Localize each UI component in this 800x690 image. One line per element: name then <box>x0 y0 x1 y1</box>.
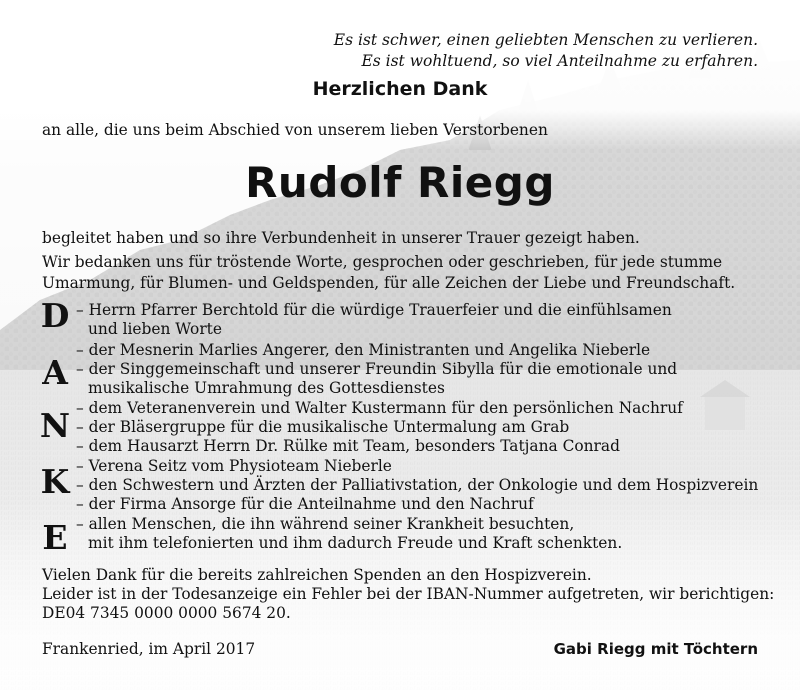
deceased-name: Rudolf Riegg <box>245 158 555 207</box>
closing-line-2: Leider ist in der Todesanzeige ein Fehler bei der IBAN-Nummer aufgetreten, wir berichtigen: <box>42 585 775 603</box>
body-line-3: Umarmung, für Blumen- und Geldspenden, für alle Zeichen der Liebe und Freundschaft. <box>42 274 736 292</box>
intro-text: an alle, die uns beim Abschied von unserem lieben Verstorbenen <box>42 121 548 139</box>
thanks-item: – allen Menschen, die ihn während seiner Krankheit besuchten, <box>76 515 575 533</box>
danke-letter-d: D <box>40 296 70 335</box>
thanks-item-continuation: mit ihm telefonierten und ihm dadurch Freude und Kraft schenkten. <box>88 534 623 552</box>
body-line-1: begleitet haben und so ihre Verbundenheit in unserer Trauer gezeigt haben. <box>42 229 640 247</box>
quote-line-1: Es ist schwer, einen geliebten Menschen zu verlieren. <box>333 31 758 49</box>
thanks-item: – der Firma Ansorge für die Anteilnahme und den Nachruf <box>76 495 534 513</box>
quote-line-2: Es ist wohltuend, so viel Anteilnahme zu erfahren. <box>361 52 758 70</box>
thanks-item: – Verena Seitz vom Physioteam Nieberle <box>76 457 392 475</box>
thanks-item: – der Bläsergruppe für die musikalische Untermalung am Grab <box>76 418 570 436</box>
thanks-item-continuation: musikalische Umrahmung des Gottesdienstes <box>88 379 445 397</box>
thanks-item: – der Singgemeinschaft und unserer Freundin Sibylla für die emotionale und <box>76 360 678 378</box>
thanks-item-continuation: und lieben Worte <box>88 320 222 338</box>
iban-correction: DE04 7345 0000 0000 5674 20. <box>42 604 291 622</box>
danke-letter-a: A <box>42 353 68 392</box>
thanks-item: – den Schwestern und Ärzten der Palliativstation, der Onkologie und dem Hospizverein <box>76 476 759 494</box>
danke-letter-e: E <box>42 518 68 557</box>
closing-line-1: Vielen Dank für die bereits zahlreichen Spenden an den Hospizverein. <box>42 566 592 584</box>
heading-thanks: Herzlichen Dank <box>312 78 488 100</box>
danke-letter-k: K <box>40 462 70 501</box>
body-line-2: Wir bedanken uns für tröstende Worte, gesprochen oder geschrieben, für jede stumme <box>42 253 723 271</box>
signature: Gabi Riegg mit Töchtern <box>553 640 758 658</box>
danke-letter-n: N <box>39 406 71 445</box>
thanks-item: – der Mesnerin Marlies Angerer, den Ministranten und Angelika Nieberle <box>76 341 651 359</box>
thanks-item: – dem Veteranenverein und Walter Kustermann für den persönlichen Nachruf <box>76 399 683 417</box>
thanks-item: – Herrn Pfarrer Berchtold für die würdige Trauerfeier und die einfühlsamen <box>76 301 672 319</box>
place-date: Frankenried, im April 2017 <box>42 640 256 658</box>
thanks-item: – dem Hausarzt Herrn Dr. Rülke mit Team, besonders Tatjana Conrad <box>76 437 620 455</box>
